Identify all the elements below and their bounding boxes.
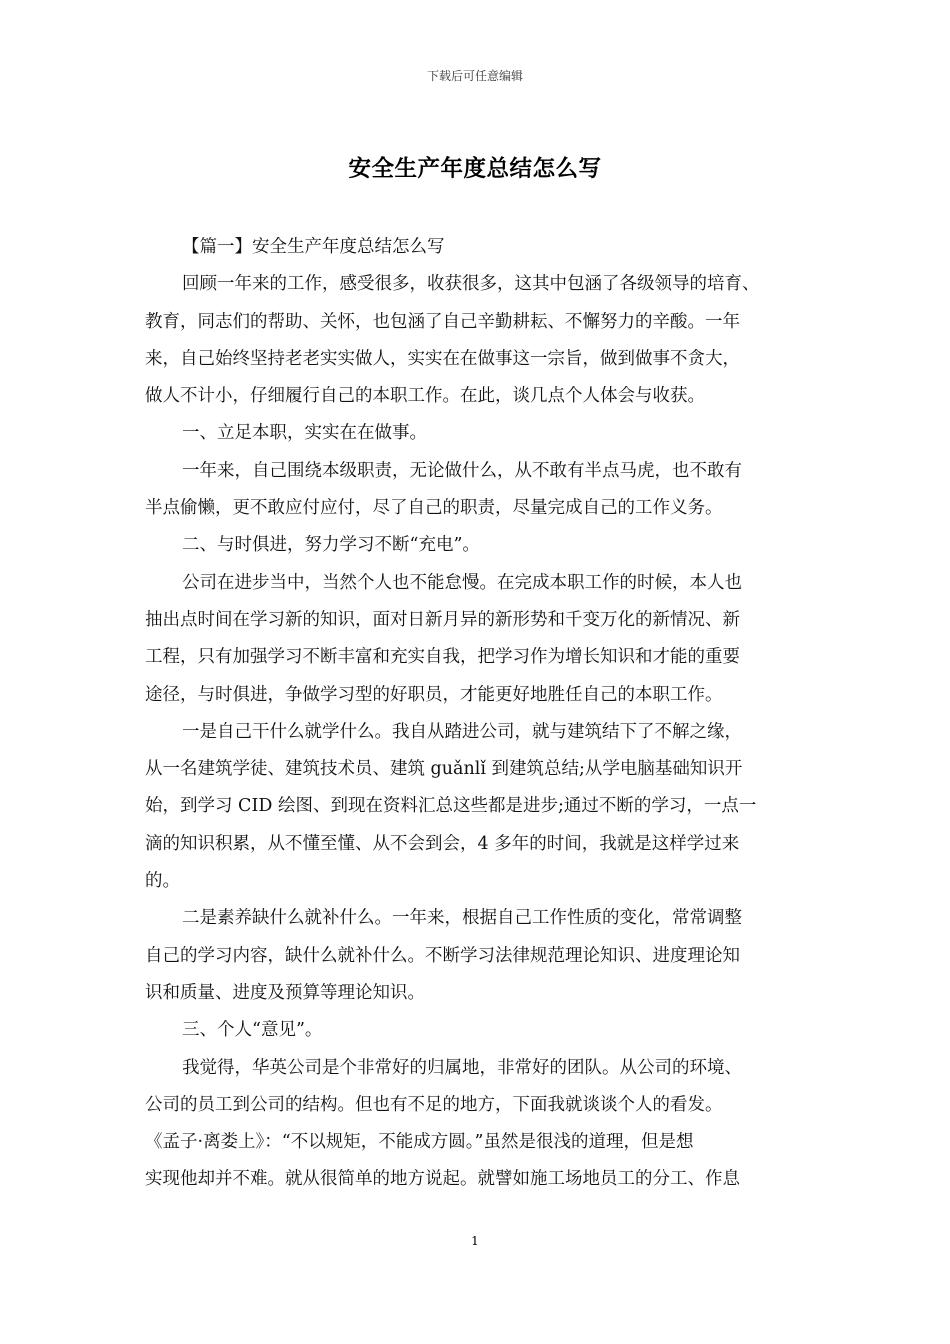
paragraph-line: 从一名建筑学徒、建筑技术员、建筑 guǎnlǐ 到建筑总结;从学电脑基础知识开 — [145, 759, 743, 780]
paragraph-line: 来，自己始终坚持老老实实做人，实实在在做事这一宗旨，做到做事不贪大， — [145, 348, 740, 369]
paragraph-line: 公司在进步当中，当然个人也不能怠慢。在完成本职工作的时候，本人也 — [182, 572, 742, 593]
paragraph-line: 我觉得，华英公司是个非常好的归属地，非常好的团队。从公司的环境、 — [182, 1057, 742, 1078]
paragraph-line: 自己的学习内容，缺什么就补什么。不断学习法律规范理论知识、进度理论知 — [145, 945, 740, 966]
paragraph-line: 做人不计小，仔细履行自己的本职工作。在此，谈几点个人体会与收获。 — [145, 386, 705, 407]
paragraph-line: 二是素养缺什么就补什么。一年来，根据自己工作性质的变化，常常调整 — [182, 908, 742, 929]
paragraph-line: 教育，同志们的帮助、关怀，也包涵了自己辛勤耕耘、不懈努力的辛酸。一年 — [145, 311, 740, 332]
paragraph-line: 工程，只有加强学习不断丰富和充实自我，把学习作为增长知识和才能的重要 — [145, 647, 740, 668]
paragraph-line: 《孟子·离娄上》：“不以规矩，不能成方圆。”虽然是很浅的道理，但是想 — [145, 1132, 694, 1153]
document-title: 安全生产年度总结怎么写 — [348, 156, 602, 182]
subheading-line: 二、与时俱进，努力学习不断“充电”。 — [182, 535, 480, 556]
subheading-line: 一、立足本职，实实在在做事。 — [182, 423, 427, 444]
paragraph-line: 始，到学习 CID 绘图、到现在资料汇总这些都是进步;通过不断的学习，一点一 — [145, 796, 757, 817]
document-body — [145, 229, 820, 1199]
paragraph-line: 半点偷懒，更不敢应付应付，尽了自己的职责，尽量完成自己的工作义务。 — [145, 498, 723, 519]
section-heading: 【篇一】安全生产年度总结怎么写 — [182, 237, 445, 257]
paragraph-line: 实现他却并不难。就从很简单的地方说起。就譬如施工场地员工的分工、作息 — [145, 1169, 740, 1190]
paragraph-line: 的。 — [145, 871, 180, 892]
paragraph-line: 公司的员工到公司的结构。但也有不足的地方，下面我就谈谈个人的看发。 — [145, 1094, 723, 1115]
page-number: 1 — [471, 1234, 479, 1248]
paragraph-line: 途径，与时俱进，争做学习型的好职员，才能更好地胜任自己的本职工作。 — [145, 684, 723, 705]
paragraph-line: 一是自己干什么就学什么。我自从踏进公司，就与建筑结下了不解之缘， — [182, 721, 742, 742]
paragraph-line: 识和质量、进度及预算等理论知识。 — [145, 982, 425, 1003]
paragraph-line: 一年来，自己围绕本级职责，无论做什么，从不敢有半点马虎，也不敢有 — [182, 460, 742, 481]
subheading-line: 三、个人“意见”。 — [182, 1020, 323, 1041]
paragraph-line: 回顾一年来的工作，感受很多，收获很多，这其中包涵了各级领导的培育、 — [182, 274, 760, 295]
header-note: 下载后可任意编辑 — [426, 69, 523, 83]
paragraph-line: 抽出点时间在学习新的知识，面对日新月异的新形势和千变万化的新情况、新 — [145, 609, 740, 630]
paragraph-line: 滴的知识积累，从不懂至懂、从不会到会，4 多年的时间，我就是这样学过来 — [145, 833, 740, 854]
